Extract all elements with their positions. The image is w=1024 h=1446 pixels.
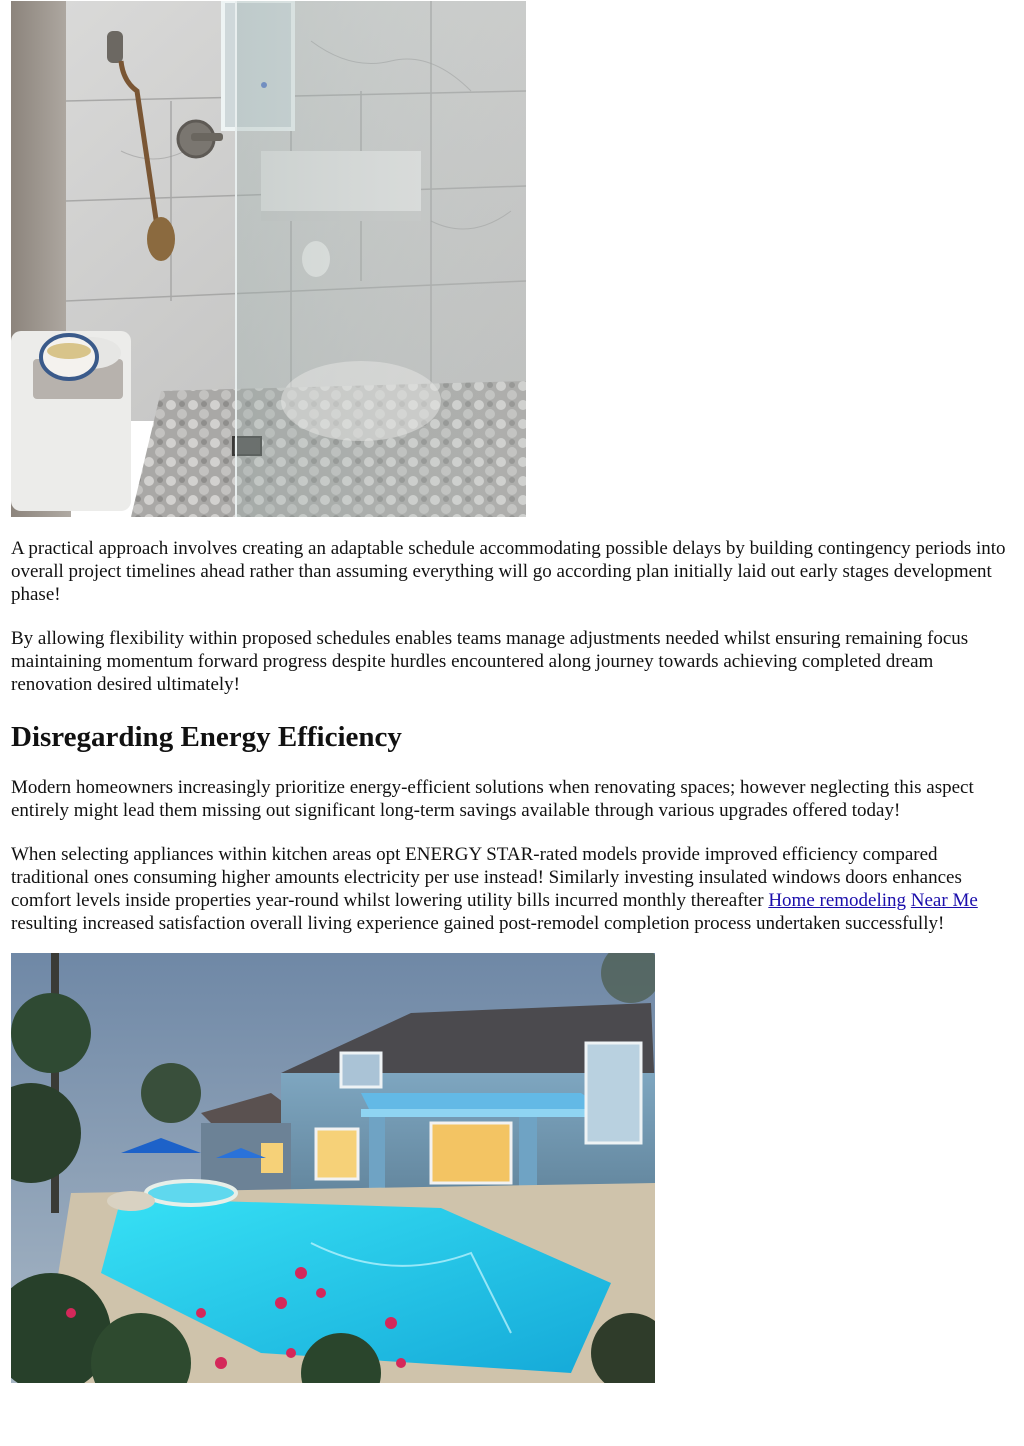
body-paragraph: Modern homeowners increasingly prioritize energy-efficient solutions when renovating spaces; however neglecting this aspect entirely might lead them missing out significant long-term savings available through various upgrades offered today! xyxy=(11,777,974,822)
near-me-link[interactable]: Near Me xyxy=(910,890,978,912)
body-paragraph-with-links xyxy=(11,843,1016,936)
backyard-pool-photo xyxy=(11,953,655,1383)
paragraph-text: When selecting appliances within kitchen areas opt ENERGY STAR-rated models provide improved efficiency compared traditional ones consuming higher amounts electricity per use instead! Similarly investing insulated windows doors enhances comfort levels inside properties year-round whilst lowering utility bills incurred monthly thereafter xyxy=(11,843,962,912)
home-remodeling-link[interactable]: Home remodeling xyxy=(768,890,907,912)
article xyxy=(11,0,1016,1383)
body-paragraph: A practical approach involves creating an adaptable schedule accommodating possible delays by building contingency periods into overall project timelines ahead rather than assuming everything will go according plan initially laid out early stages development phase! xyxy=(11,538,1006,606)
section-heading: Disregarding Energy Efficiency xyxy=(11,721,402,754)
bathroom-shower-photo xyxy=(11,1,526,517)
body-paragraph: By allowing flexibility within proposed schedules enables teams manage adjustments needed whilst ensuring remaining focus maintaining momentum forward progress despite hurdles encountered along journey towards achieving completed dream renovation desired ultimately! xyxy=(11,627,969,696)
paragraph-text: resulting increased satisfaction overall living experience gained post-remodel completion process undertaken successfully! xyxy=(11,913,945,935)
